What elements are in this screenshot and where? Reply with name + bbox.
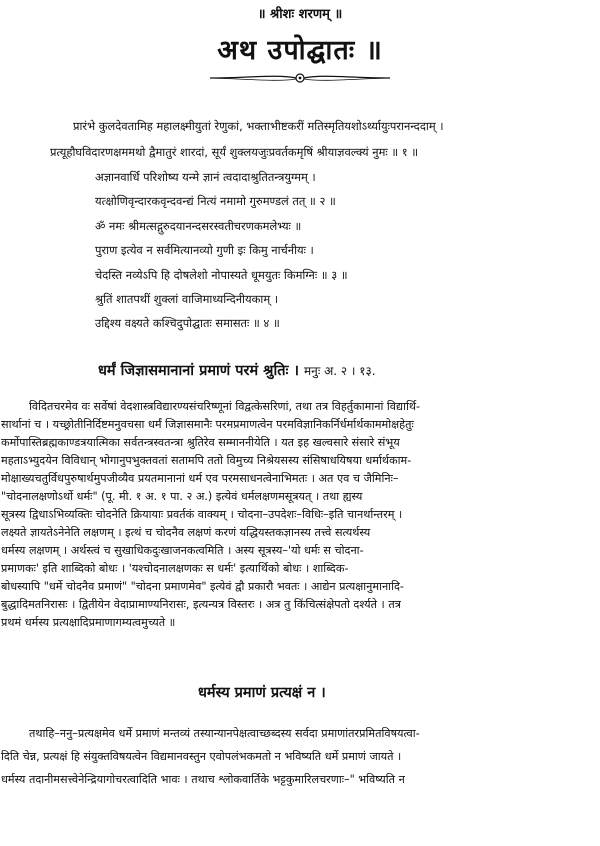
heading-text: धर्मं जिज्ञासमानानां प्रमाणं परमं श्रुतिः । — [98, 363, 299, 379]
heading-citation: मनुः अ. २ । १३. — [304, 364, 376, 378]
paragraph-line: दिति चेन्न, प्रत्यक्षं हि संयुक्तविषयत्वेन विद्यमानवस्तुन एवोपलंभकमतो न भविष्यति धर्मे प्रमाणं जायते । — [1, 750, 402, 763]
section-heading: धर्मस्य प्रमाणं प्रत्यक्षं न । — [198, 685, 326, 701]
paragraph-line: महताऽभ्युदयेन विविधान् भोगानुपभुक्तवतां सतामपि ततो विमुच्य निश्रेयसस्य संसिषाधयिषया धर्मार्थकाम- — [1, 454, 412, 467]
paragraph-line: प्रमाणकः' इति शाब्दिको बोधः । 'यश्चोदनालक्षणकः स धर्मः' इत्यार्थिको बोधः । शाब्दिक- — [1, 562, 349, 575]
verse-line: प्रत्यूहौघविदारणक्षममथो द्वैमातुरं शारदां, सूर्यं शुक्लयजुःप्रवर्तकमृषिं श्रीयाज्ञवल्क्यं नुमः ॥ १ ॥ — [50, 145, 419, 159]
paragraph-line: प्रथमं धर्मस्य प्रत्यक्षादिप्रमाणागम्यत्वमुच्यते ॥ — [1, 616, 176, 629]
paragraph-line: तथाहि–ननु–प्रत्यक्षमेव धर्मे प्रमाणं मन्तव्यं तस्यान्यानपेक्षत्वाच्छब्दस्य सर्वदा प्रमाणांतरप्रमितविषयत्वा- — [29, 727, 420, 740]
verse-line: चेदस्ति नव्येऽपि हि दोषलेशो नोपास्यते धूमयुतः किमग्निः ॥ ३ ॥ — [95, 268, 348, 282]
paragraph-line: लक्ष्यते ज्ञायतेऽनेनेति लक्षणम् । इत्थं च चोदनैव लक्षणं करणं यद्धियस्तकज्ञानस्य तत्त्वे सत्यर्थस्य — [1, 526, 371, 539]
paragraph-line: धर्मस्य तदानीमसत्त्वेनेन्द्रियागोचरत्वादिति भावः । तथाच श्लोकवार्तिके भट्टकुमारिलचरणाः–" भविष्यति न — [1, 773, 405, 786]
verse-line: ॐ नमः श्रीमत्सद्गुरुदयानन्दसरस्वतीचरणकमलेभ्यः ॥ — [95, 219, 302, 233]
section-paragraph — [1, 726, 589, 826]
paragraph-line: बोधस्यापि "धर्मे चोदनैव प्रमाणं" "चोदना प्रमाणमेव" इत्येवं द्वौ प्रकारौ भवतः । आद्येन प्रत्यक्षानुमानादि- — [1, 580, 404, 593]
paragraph-line: धर्मस्य लक्षणम् । अर्थस्त्वं च सुखाधिकदुःखाजनकत्वमिति । अस्य सूत्रस्य–'यो धर्मः स चोदना- — [1, 544, 364, 557]
verse-line: श्रुतिं शातपथीं शुक्लां वाजिमाध्यन्दिनीयकाम् । — [95, 292, 279, 306]
paragraph-line: सूत्रस्य द्विधाऽभिव्यक्तिः चोदनेति क्रियायाः प्रवर्तकं वाक्यम् । चोदना–उपदेशः–विधिः–इति चानर्थान्तरम् । — [1, 508, 403, 521]
verse-line: प्रारंभे कुलदेवतामिह महालक्ष्मीयुतां रेणुकां, भक्ताभीष्टकरीं मतिस्मृतियशोऽर्थ्यायुःपरानन्ददाम् । — [73, 119, 444, 133]
section-paragraph-end — [1, 615, 561, 633]
section-paragraph — [1, 399, 589, 614]
paragraph-line: सार्थानां च । यच्छ्रोतीनिर्दिष्टमनुवचसा धर्मं जिज्ञासमानैः परमप्रमाणत्वेन परमविज्ञानिकर्निर्धर्मार्थकाममोक्षहेतुः — [1, 418, 414, 431]
verse-line: यत्क्षोणिवृन्दारकवृन्दवन्द्यं नित्यं नमामो गुरुमण्डलं तत् ॥ २ ॥ — [95, 194, 336, 208]
title-ornament — [208, 70, 392, 86]
verse-line: अज्ञानवार्धि परिशोष्य यन्मे ज्ञानं त्वदादाश्रुतितन्त्रयुग्मम् । — [95, 170, 316, 184]
paragraph-line: कर्मोपास्तिब्रह्मकाण्डत्रयात्मिका सर्वतन्त्रस्वतन्त्रा श्रुतिरेव सम्माननीयेति । यत इह खल्वसारे संसारे संभूय — [1, 436, 400, 449]
paragraph-line: "चोदनालक्षणोऽर्थो धर्मः" (पू. मी. १ अ. १ पा. २ अ.) इत्येवं धर्मलक्षणमसूत्रयत् । तथा ह्यस्य — [1, 490, 363, 503]
page-title: अथ उपोद्घातः ॥ — [217, 35, 383, 66]
invocation-line: ॥ श्रीशः शरणम् ॥ — [257, 7, 343, 22]
section-heading — [98, 360, 376, 380]
paragraph-line: मोक्षाख्यचतुर्विधपुरुषार्थमुपजीव्यैव प्रयतमानानां धर्म एव परमसाधनत्वेनाभिमतः । अत एव च जैमिनिः– — [1, 472, 399, 485]
paragraph-line: विदितचरमेव वः सर्वेषां वेदशास्त्रविद्यारण्यसंचरिष्णूनां विद्वत्केसरिणां, तथा तत्र विहर्तुकामानां विद्यार्थि- — [29, 400, 421, 413]
paragraph-line: बुद्धादिमतनिरासः । द्वितीयेन वेदाप्रामाण्यनिरासः, इत्यन्यत्र विस्तरः । अत्र तु किंचित्संक्षेपतो दर्श्यते । तत्र — [1, 598, 401, 611]
verse-line: उद्दिश्य वक्ष्यते कश्चिदुपोद्घातः समासतः ॥ ४ ॥ — [95, 316, 280, 330]
verse-line: पुराण इत्येव न सर्वमित्यानव्यो गुणी इः किमु नार्चनीयः । — [95, 243, 314, 257]
